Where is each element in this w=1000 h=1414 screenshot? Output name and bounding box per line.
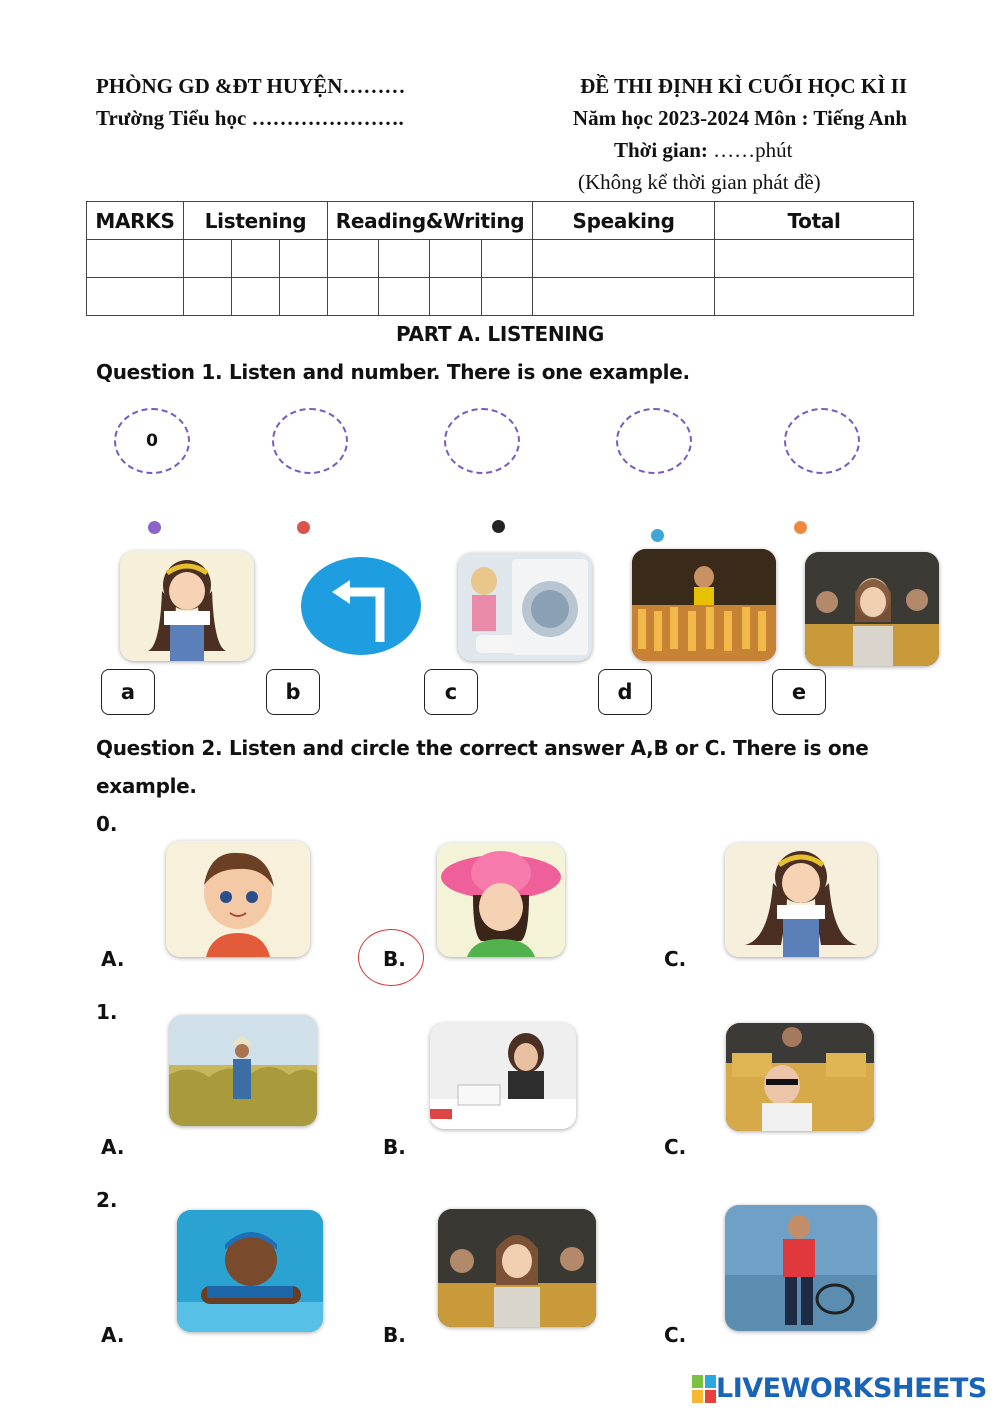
letter-box-c: c — [424, 669, 478, 715]
score-cell[interactable] — [379, 278, 430, 316]
liveworksheets-logo-icon — [692, 1375, 716, 1403]
time-note: (Không kể thời gian phát đề) — [578, 170, 821, 194]
listening-header: Listening — [184, 202, 328, 240]
score-cell[interactable] — [87, 278, 184, 316]
connector-dot[interactable] — [794, 521, 807, 534]
answer-circle-example: 0 — [114, 408, 190, 474]
time-line — [614, 138, 793, 163]
score-cell[interactable] — [430, 240, 482, 278]
marks-score-row — [87, 240, 914, 278]
question-1-instruction: Question 1. Listen and number. There is one example. — [96, 360, 690, 384]
speaking-header: Speaking — [533, 202, 715, 240]
option-a[interactable]: A. — [101, 947, 125, 971]
option-c[interactable]: C. — [664, 947, 687, 971]
school-office-line: PHÒNG GD &ĐT HUYỆN……… — [96, 74, 406, 98]
option-a[interactable]: A. — [101, 1323, 125, 1347]
answer-circle[interactable] — [272, 408, 348, 474]
connector-dot[interactable] — [297, 521, 310, 534]
score-cell[interactable] — [482, 240, 533, 278]
farmer-illustration — [169, 1015, 317, 1126]
answer-circle[interactable] — [784, 408, 860, 474]
letter-box-a: a — [101, 669, 155, 715]
time-value: ……phút — [707, 138, 793, 162]
food-stall-illustration — [632, 549, 776, 661]
connector-dot[interactable] — [148, 521, 161, 534]
office-worker-illustration — [430, 1023, 576, 1129]
liveworksheets-logo[interactable] — [692, 1373, 987, 1404]
marks-table — [86, 201, 914, 316]
question-number: 2. — [96, 1188, 118, 1212]
cinema-audience-picture — [438, 1209, 596, 1327]
boy-illustration — [166, 841, 310, 957]
option-c[interactable]: C. — [664, 1323, 687, 1347]
score-cell[interactable] — [482, 278, 533, 316]
score-cell[interactable] — [232, 240, 280, 278]
girl-pink-hat-picture — [437, 843, 565, 957]
answer-circle[interactable] — [616, 408, 692, 474]
letter-box-e: e — [772, 669, 826, 715]
girl-pink-hat-illustration — [437, 843, 565, 957]
washing-machine-illustration — [458, 553, 592, 661]
turn-left-sign-picture — [300, 556, 422, 656]
cinema-girl-illustration — [726, 1023, 874, 1131]
marks-score-row — [87, 278, 914, 316]
swimming-boy-illustration — [177, 1210, 323, 1332]
option-a[interactable]: A. — [101, 1135, 125, 1159]
reading-writing-header: Reading&Writing — [328, 202, 533, 240]
girl-long-hair-illustration — [725, 843, 877, 957]
score-cell[interactable] — [533, 278, 715, 316]
score-cell[interactable] — [430, 278, 482, 316]
score-cell[interactable] — [184, 240, 232, 278]
time-label: Thời gian: — [614, 138, 708, 162]
tennis-player-picture — [725, 1205, 877, 1331]
school-year-subject: Năm học 2023-2024 Môn : Tiếng Anh — [572, 106, 907, 130]
liveworksheets-logo-text: LIVEWORKSHEETS — [716, 1373, 987, 1404]
part-a-title: PART A. LISTENING — [396, 322, 604, 346]
turn-left-sign-icon — [300, 556, 422, 656]
connector-dot[interactable] — [492, 520, 505, 533]
total-header: Total — [715, 202, 914, 240]
question-number: 0. — [96, 812, 118, 836]
score-cell[interactable] — [184, 278, 232, 316]
score-cell[interactable] — [715, 278, 914, 316]
score-cell[interactable] — [280, 278, 328, 316]
girl-washing-machine-picture — [458, 553, 592, 661]
score-cell[interactable] — [280, 240, 328, 278]
cinema-audience-illustration — [438, 1209, 596, 1327]
office-worker-picture — [430, 1023, 576, 1129]
score-cell[interactable] — [87, 240, 184, 278]
farmer-picture — [169, 1015, 317, 1126]
option-b[interactable]: B. — [383, 1135, 406, 1159]
cinema-audience-illustration — [805, 552, 939, 666]
score-cell[interactable] — [232, 278, 280, 316]
option-b[interactable]: B. — [383, 1323, 406, 1347]
marks-header: MARKS — [87, 202, 184, 240]
food-stall-picture — [632, 549, 776, 661]
score-cell[interactable] — [328, 240, 379, 278]
question-2-instruction: Question 2. Listen and circle the correct answer A,B or C. There is one — [96, 736, 869, 760]
girl-long-hair-picture — [725, 843, 877, 957]
connector-dot[interactable] — [651, 529, 664, 542]
score-cell[interactable] — [715, 240, 914, 278]
cinema-girl-picture — [726, 1023, 874, 1131]
girl-long-hair-picture — [120, 551, 254, 661]
score-cell[interactable] — [533, 240, 715, 278]
boy-picture — [166, 841, 310, 957]
cinema-audience-picture — [805, 552, 939, 666]
option-b[interactable]: B. — [383, 947, 406, 971]
option-c[interactable]: C. — [664, 1135, 687, 1159]
swimming-boy-picture — [177, 1210, 323, 1332]
letter-box-b: b — [266, 669, 320, 715]
score-cell[interactable] — [328, 278, 379, 316]
letter-box-d: d — [598, 669, 652, 715]
school-name-line: Trường Tiểu học …………………. — [96, 106, 404, 130]
tennis-player-illustration — [725, 1205, 877, 1331]
marks-header-row — [87, 202, 914, 240]
question-number: 1. — [96, 1000, 118, 1024]
score-cell[interactable] — [379, 240, 430, 278]
exam-title: ĐỀ THI ĐỊNH KÌ CUỐI HỌC KÌ II — [580, 74, 907, 98]
question-2-instruction-cont: example. — [96, 774, 197, 798]
answer-circle[interactable] — [444, 408, 520, 474]
girl-long-hair-illustration — [120, 551, 254, 661]
